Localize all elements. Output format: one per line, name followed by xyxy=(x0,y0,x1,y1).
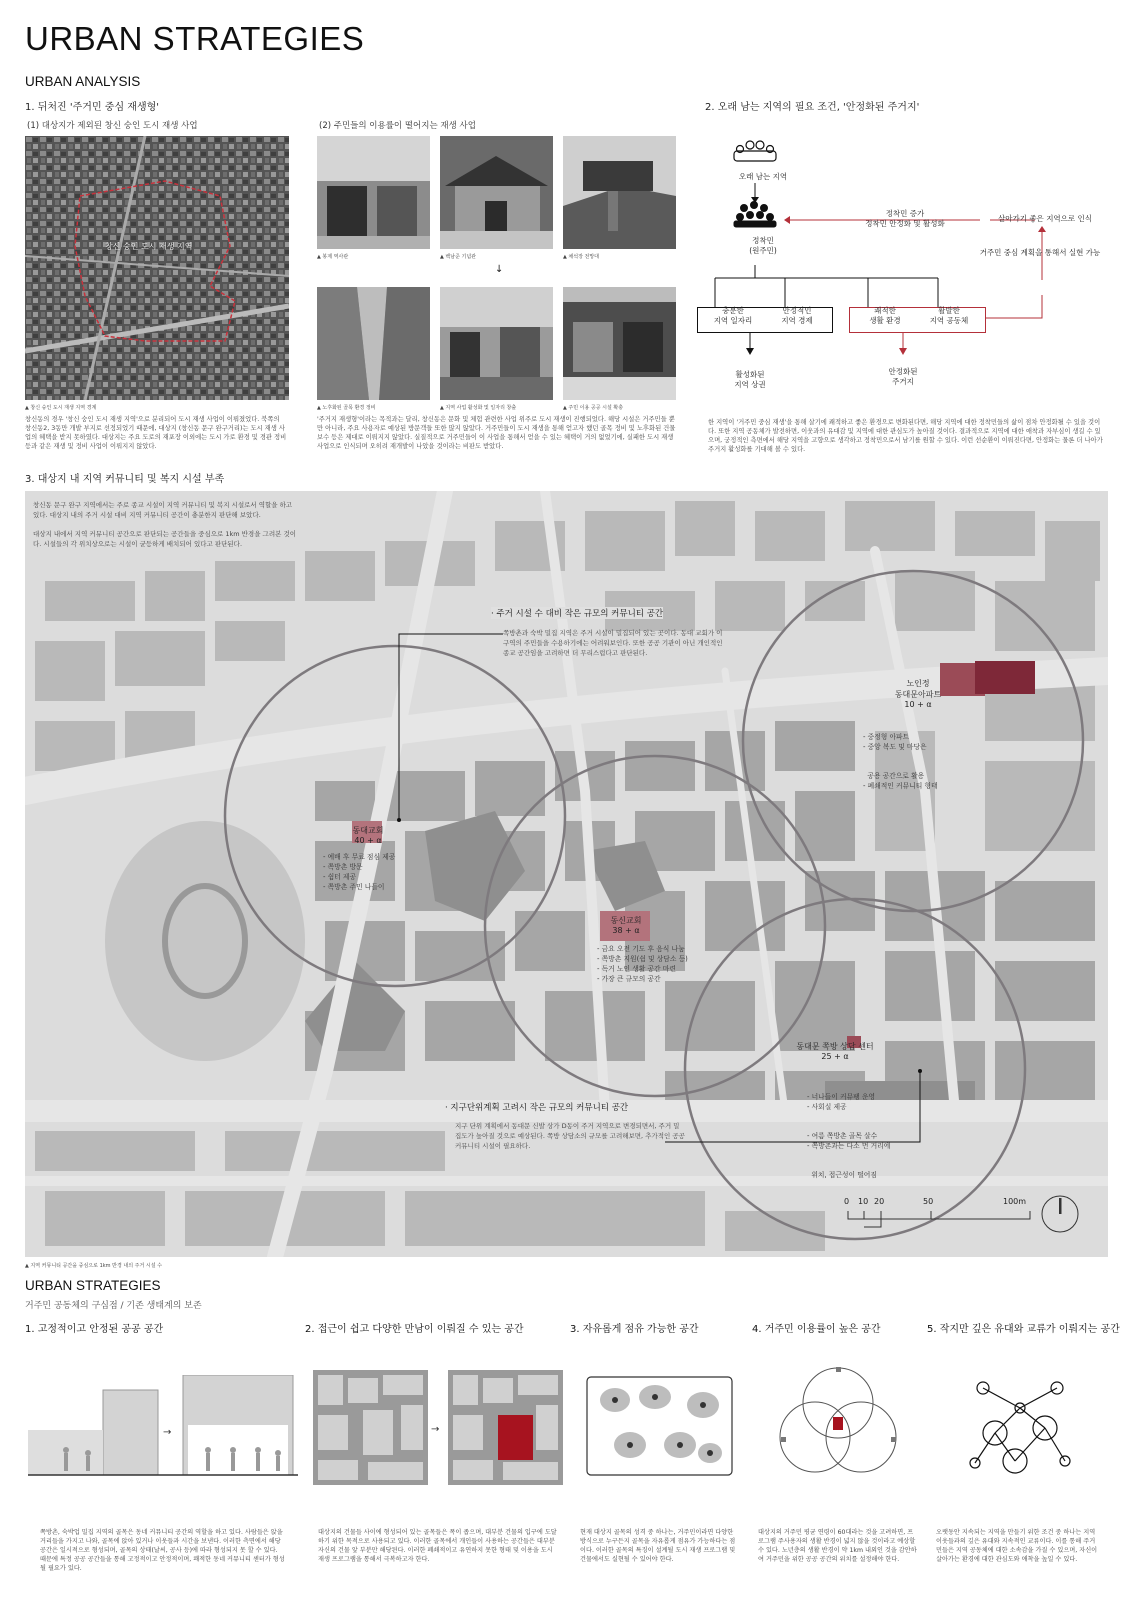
node-resident-plan: 거주민 중심 계획을 통해서 실현 가능 xyxy=(979,248,1101,257)
caption-sewing-museum: ▲ 봉제 역사관 xyxy=(317,254,349,260)
photo-old-alley xyxy=(317,287,430,400)
section2-heading: 2. 오래 남는 지역의 필요 조건, '안정화된 주거지' xyxy=(705,102,920,113)
facility-dongsin-list: - 금요 오전 기도 후 음식 나눔 - 쪽방촌 지원(쉼 및 상담소 등) - 독거 노인 생활 공간 마련 - 가장 큰 규모의 공간 xyxy=(597,945,688,983)
scale-50: 50 xyxy=(923,1197,934,1206)
facility-senior-list: - 중정형 아파트 - 중앙 복도 및 마당은 공용 공간으로 활용 - 폐쇄적인 커뮤니티 형태 xyxy=(863,732,938,790)
photo-nam-june-paik-house xyxy=(440,136,553,249)
node-stable-housing: 안정화된 주거지 xyxy=(888,367,918,387)
callout1-title: · 주거 시설 수 대비 작은 규모의 커뮤니티 공간 xyxy=(491,609,664,619)
svg-text:→: → xyxy=(163,1427,172,1438)
section1-sub1-title: (1) 대상지가 제외된 창신 숭인 도시 재생 사업 xyxy=(27,121,198,131)
strategy2-body: 대상지의 건물들 사이에 형성되어 있는 골목들은 폭이 좁으며, 대부분 건물의 입구에 도달하기 위한 목적으로 사용되고 있다. 이러한 골목에서 개인들이 사용하는 공간들은 대부분 자신의 건물 앞 부분만 해당된다. 이러한 폐쇄적이고 유연하지 못한 형태 및 이용을 도시 재생 프로그램을 통해서 극복하고자 한다. xyxy=(318,1529,557,1563)
strategy2-title: 2. 접근이 쉽고 다양한 만남이 이뤄질 수 있는 공간 xyxy=(305,1324,524,1335)
community-map xyxy=(25,491,1108,1257)
facility-dongdae-church: 동대교회 40 + α xyxy=(352,826,384,845)
facility-jjokbang-list: - 너나들이 커뮤팽 운영 - 사회실 제공 - 여름 쪽방촌 골목 살수 - 쪽방촌과는 다소 먼 거리에 위치, 접근성이 떨어짐 xyxy=(807,1092,891,1180)
node-settle-increase: 정착민 증가 정착민 안정화 및 활성화 xyxy=(865,209,945,229)
strategy3-title: 3. 자유롭게 점유 가능한 공간 xyxy=(570,1324,699,1335)
aerial-map-label: 창신 숭인 도시 재생 지역 xyxy=(105,242,193,251)
facility-jjokbang-center: 동대문 쪽방 상담 센터 25 + α xyxy=(796,1042,874,1061)
box-community xyxy=(849,307,986,333)
section2-body: 한 지역이 '거주민 중심 재생'을 통해 살기에 쾌적하고 좋은 환경으로 변화된다면, 해당 지역에 대한 정착민들의 삶이 점차 안정화될 수 있을 것이다. 또한 지역 공동체가 발전하면, 이웃과의 유대감 및 지역에 대한 관심도가 높아질 것이다. 결과적으로 지역에 대한 애착과 자부심이 생길 수 있으며, 궁정적인 측면에서 해당 지역을 고향으로 생각하고 정착민으로서 남기를 원할 수 있다. 이런 선순환이 이뤄진다면, 안정화는 물론 더 나아가 주거지 활성화를 기대해 볼 수 있다. xyxy=(708,419,1103,454)
photo-public-facility xyxy=(563,287,676,400)
caption-public-facility: ▲ 주민 이용 공공 시설 확충 xyxy=(563,405,624,411)
section1-heading: 1. 뒤처진 '주거민 중심 재생형' xyxy=(25,102,160,113)
strategy1-diagram xyxy=(28,1375,298,1485)
aerial-map-image xyxy=(25,136,289,400)
node-good-to-live: 살아가기 좋은 지역으로 인식 xyxy=(997,214,1093,223)
facility-senior-center: 노인정 동대문아파트 10 + α xyxy=(894,679,942,709)
strategy5-diagram xyxy=(965,1373,1075,1483)
strategy3-body: 현재 대상지 골목의 성격 중 하나는, 거주민이라면 다양한 방식으로 누구든지 골목을 자유롭게 점유가 가능하다는 점이다. 이러한 골목의 특징이 설계될 도시 재생 프로그램 및 건물에서도 실현될 수 있어야 한다. xyxy=(580,1529,736,1563)
caption-quarry: ▲ 채석장 전망대 xyxy=(563,254,600,260)
photo-local-business xyxy=(440,287,553,400)
section1-sub1-body: 창신동의 경우 '창신 숭인 도시 재생 지역'으로 분리되어 도시 재생 사업이 이뤄졌었다. 북쪽의 창신동2, 3동만 개발 부지로 선정되었기 때문에, 대상지 (창신동 문구 완구거리)는 도시 재생 사업의 혜택을 받지 못하였다. 대상지는 주요 도로의 재포장 이외에는 도시 가로 환경 및 경관 정비 등과 같은 재생 및 정비 사업이 이뤄지지 않았다. xyxy=(25,416,287,451)
box-stable-economy: 안정적인 지역 경제 xyxy=(781,306,813,325)
photo-quarry-observatory xyxy=(563,136,676,249)
caption-local-business: ▲ 지역 사업 활성화 및 일자리 창출 xyxy=(440,405,517,411)
strategy4-title: 4. 거주민 이용률이 높은 공간 xyxy=(752,1324,881,1335)
callout2-title: · 지구단위계획 고려시 작은 규모의 커뮤니티 공간 xyxy=(445,1103,629,1113)
scale-20: 20 xyxy=(874,1197,885,1206)
box-economy xyxy=(697,307,833,333)
node-old-area: 오래 남는 지역 xyxy=(738,172,788,181)
node-active-commerce: 활성화된 지역 상권 xyxy=(734,370,766,390)
svg-text:→: → xyxy=(431,1424,440,1435)
strategy2-diagram xyxy=(313,1370,563,1485)
caption-paik-house: ▲ 백남준 기념관 xyxy=(440,254,477,260)
section3-heading: 3. 대상지 내 지역 커뮤니티 및 복지 시설 부족 xyxy=(25,474,225,485)
map-caption: ▲ 지역 커뮤니티 공간을 중심으로 1km 반경 내의 주거 시설 수 xyxy=(25,1263,162,1269)
box-local-jobs: 충분한 지역 일자리 xyxy=(713,306,753,325)
strategies-subheading: 거주민 공동체의 구심점 / 기존 생태계의 보존 xyxy=(25,1301,202,1311)
strategy4-body: 대상지의 거주민 평균 연령이 60대라는 것을 고려하면, 프로그램 주사용자의 생활 반경이 넓지 않을 것이라고 예상할 수 있다. 노년층의 생활 반경이 약 1km 내외인 것을 감안하여 거주민을 위한 공공 공간의 위치를 설정해야 한다. xyxy=(758,1529,917,1563)
strategy4-diagram xyxy=(773,1365,903,1485)
scale-100m: 100m xyxy=(1003,1197,1027,1206)
strategy1-body: 쪽방촌, 숙박업 밀집 지역의 골목은 동네 커뮤니티 공간의 역할을 하고 있다. 사람들은 앉을 거리들을 가지고 나와, 골목에 앉아 있거나 이웃들과 시간을 보낸다. 이러한 측면에서 해당 공간은 일시적으로 형성되며, 골목의 상태(날씨, 공사 등)에 따라 형성되지 못 할 수 있다. 때문에 특정 공공 공간들을 통해 고정적이고 안정적이며, 쾌적한 동네 커뮤니티 센터가 형성될 필요가 있다. xyxy=(40,1529,285,1572)
section1-sub2-body: '주거지 재생형'이라는 목적과는 달리, 창신동은 문화 및 체험 관련한 사업 위주로 도시 재생이 진행되었다. 해당 시설은 거주민들 뿐만 아니라, 주요 사용자로 예상된 방문객들 또한 많지 않았다. 거주민들이 도시 재생을 통해 얻고자 했던 골목 정비 및 노후화된 건물 보수 등은 제대로 이뤄지지 않았다. 실질적으로 거주민들이 이 사업을 통해서 얻을 수 있는 혜택이 거의 없었기에, 실패한 도시 재생 사업으로 인식되며 오히려 재개발이 나았을 것이라는 비판도 받았다. xyxy=(317,416,676,451)
arrow-down-icon: ↓ xyxy=(495,264,504,275)
strategy5-title: 5. 작지만 깊은 유대와 교류가 이뤄지는 공간 xyxy=(927,1324,1120,1335)
page-title: URBAN STRATEGIES xyxy=(25,20,365,57)
callout1-body: 쪽방촌과 숙박 밀집 지역은 주거 시설이 밀집되어 있는 곳이다. 동대 교회가 이 구역의 주민들을 수용하기에는 어려워보인다. 또한 공공 기관이 아닌 개인적인 종교 공간임을 고려하면 더 무리스럽다고 판단된다. xyxy=(503,629,723,657)
box-active-community: 활발한 지역 공동체 xyxy=(929,306,969,325)
node-settlers: 정착민 (원주민) xyxy=(749,236,777,256)
caption-old-alley: ▲ 노후화된 골목 환경 정비 xyxy=(317,405,376,411)
scale-10: 10 xyxy=(858,1197,869,1206)
strategies-heading: URBAN STRATEGIES xyxy=(25,1278,161,1293)
callout2-body: 지구 단위 계획에서 동대문 신발 상가 D동이 주거 지역으로 변경되면서, 주거 밀집도가 높아질 것으로 예상된다. 쪽방 상담소의 규모를 고려해보면, 추가적인 공공 커뮤니티 시설이 필요하다. xyxy=(455,1122,685,1150)
facility-dongdae-list: - 예배 후 무료 점심 제공 - 쪽방촌 방문 - 쉼터 제공 - 쪽방촌 주민 나들이 xyxy=(323,853,396,891)
facility-dongsin-church: 동신교회 38 + α xyxy=(610,916,642,935)
strategy5-body: 오랫동안 지속되는 지역을 만들기 위한 조건 중 하나는 지역 이웃들과의 깊은 유대와 지속적인 교류이다. 이를 통해 주거민들은 지역 공동체에 대한 소속감을 가질 수 있으며, 자신이 살아가는 환경에 대한 관심도와 애착을 높일 수 있다. xyxy=(936,1529,1098,1563)
urban-analysis-heading: URBAN ANALYSIS xyxy=(25,74,141,89)
map-intro-text: 창신동 문구 완구 지역에서는 주로 종교 시설이 지역 커뮤니티 및 복지 시설로서 역할을 하고 있다. 대상지 내의 주거 시설 대비 지역 커뮤니티 공간이 충분한지 판단해 보았다. 대상지 내에서 지역 커뮤니티 공간으로 판단되는 공간들을 중심으로 1km 반경을 그려본 것이다. 시설들의 각 위치상으로는 시설이 균등하게 배치되어 있다고 판단된다. xyxy=(33,501,297,548)
box-living-env: 쾌적한 생활 환경 xyxy=(869,306,901,325)
strategy3-diagram xyxy=(585,1375,735,1480)
scale-0: 0 xyxy=(844,1197,850,1206)
section1-sub2-title: (2) 주민들의 이용률이 떨어지는 재생 사업 xyxy=(319,121,476,131)
photo-sewing-museum xyxy=(317,136,430,249)
strategy1-title: 1. 고정적이고 안정된 공공 공간 xyxy=(25,1324,164,1335)
aerial-map-caption: ▲ 창신 숭인 도시 재생 지역 경계 xyxy=(25,405,97,411)
